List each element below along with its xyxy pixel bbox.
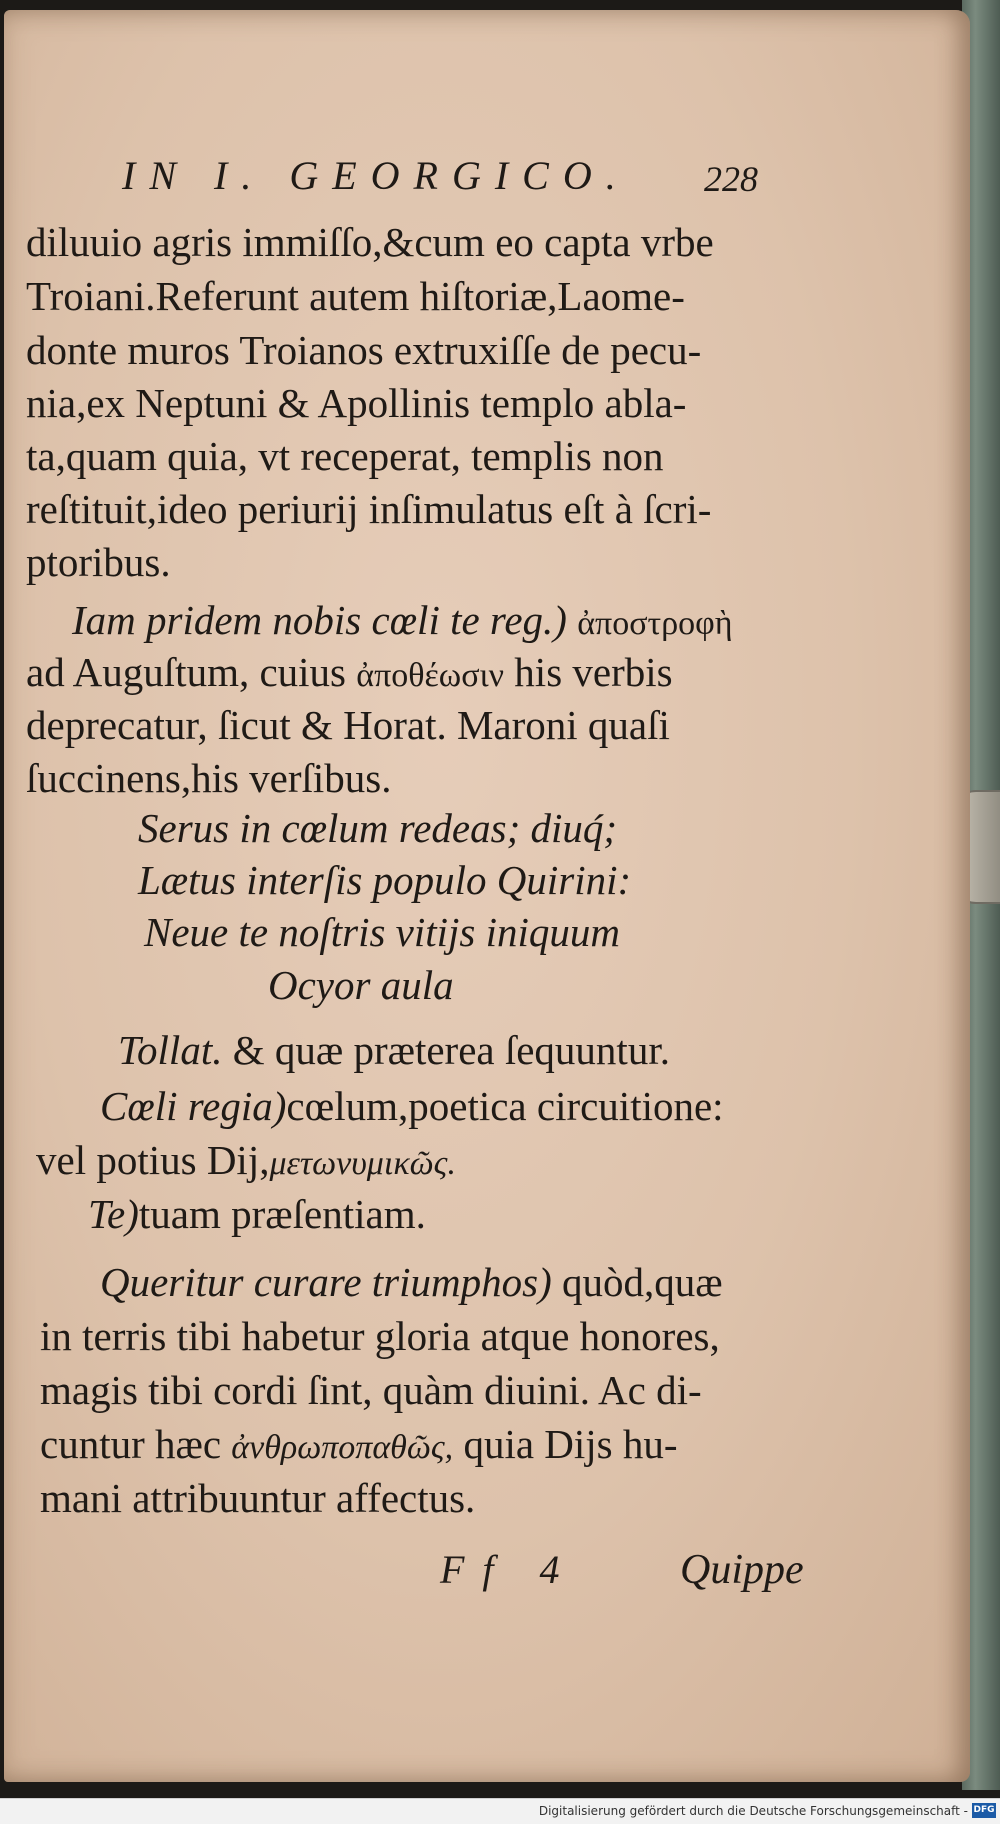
lemma: Queritur curare triumphos) bbox=[100, 1259, 552, 1305]
signature-mark: Ff 4 bbox=[440, 1547, 578, 1592]
attribution-bar bbox=[0, 1798, 1000, 1824]
catchword: Quippe bbox=[680, 1547, 804, 1593]
text-line bbox=[118, 1027, 670, 1073]
text-span: vel potius Dij, bbox=[36, 1137, 270, 1183]
text-line: ta,quam quia, vt receperat, templis non bbox=[26, 433, 664, 479]
verse-line: Lætus interſis populo Quirini: bbox=[138, 857, 632, 903]
text-span: & quæ præterea ſequuntur. bbox=[232, 1027, 670, 1073]
text-line bbox=[88, 1191, 426, 1237]
text-line bbox=[40, 1421, 678, 1467]
text-line: mani attribuuntur affectus. bbox=[40, 1475, 476, 1521]
greek-word: μετωνυμικῶς. bbox=[269, 1145, 456, 1182]
text-line: diluuio agris immiſſo,&cum eo capta vrbe bbox=[26, 219, 714, 265]
lemma: Tollat. bbox=[118, 1027, 223, 1073]
lemma: Iam pridem nobis cœli te reg.) bbox=[72, 597, 567, 643]
text-line: in terris tibi habetur gloria atque honores, bbox=[40, 1313, 720, 1359]
text-line bbox=[72, 597, 733, 643]
text-line bbox=[100, 1083, 724, 1129]
lemma: Te) bbox=[88, 1191, 139, 1237]
text-line: donte muros Troianos extruxiſſe de pecu- bbox=[26, 327, 702, 373]
dfg-logo-icon: DFG bbox=[972, 1803, 996, 1818]
greek-word: ἀνθρωποπαθῶς, bbox=[231, 1429, 454, 1466]
text-span: cœlum,poetica circuitione: bbox=[286, 1083, 724, 1129]
page-number: 228 bbox=[704, 159, 758, 199]
text-line bbox=[26, 649, 673, 695]
text-span: ad Auguſtum, cuius bbox=[26, 649, 347, 695]
text-line: ptoribus. bbox=[26, 539, 171, 585]
text-line: Troiani.Referunt autem hiſtoriæ,Laome- bbox=[26, 273, 685, 319]
text-line: deprecatur, ſicut & Horat. Maroni quaſi bbox=[26, 702, 670, 748]
greek-word: ἀποθέωσιν bbox=[356, 657, 505, 694]
text-line: magis tibi cordi ſint, quàm diuini. Ac di- bbox=[40, 1367, 702, 1413]
text-span: cuntur hæc bbox=[40, 1421, 222, 1467]
lemma: Cœli regia) bbox=[100, 1083, 287, 1129]
text-span: quia Dijs hu- bbox=[463, 1421, 678, 1467]
text-line bbox=[36, 1137, 456, 1183]
text-line bbox=[100, 1259, 723, 1305]
text-span: quòd,quæ bbox=[562, 1259, 723, 1305]
text-line: ſuccinens,his verſibus. bbox=[26, 755, 392, 801]
attribution-text: Digitalisierung gefördert durch die Deutsche Forschungsgemeinschaft - bbox=[538, 1804, 968, 1818]
verse-line: Ocyor aula bbox=[268, 962, 454, 1008]
running-title: IN I. GEORGICO. bbox=[122, 153, 630, 198]
text-line: nia,ex Neptuni & Apollinis templo abla- bbox=[26, 380, 687, 426]
text-span: his verbis bbox=[514, 649, 673, 695]
verse-line: Serus in cœlum redeas; diuq́; bbox=[138, 805, 618, 851]
verse-line: Neue te noſtris vitijs iniquum bbox=[144, 909, 621, 955]
text-line: reſtituit,ideo periurij inſimulatus eſt à ſcri- bbox=[26, 486, 712, 532]
text-span: tuam præſentiam. bbox=[138, 1191, 426, 1237]
greek-word: ἀποστροφὴ bbox=[577, 605, 733, 642]
